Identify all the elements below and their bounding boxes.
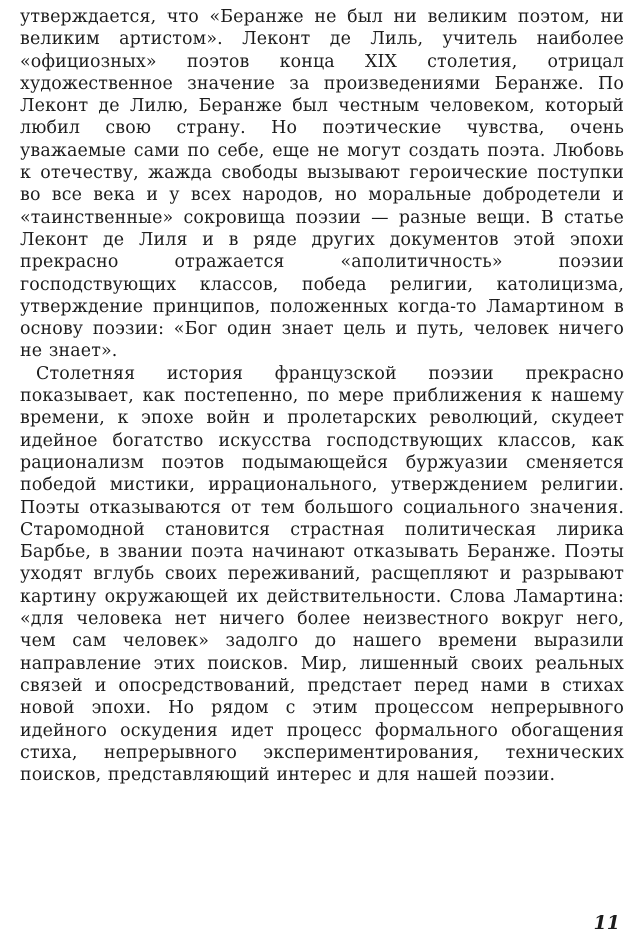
- page-number: 11: [593, 912, 620, 934]
- paragraph-history: Столетняя история французской поэзии прекрасно показывает, как постепенно, по мере приближения к нашему времени, к эпохе войн и пролетарских революций, скудеет идейное богатство искусства господствующих классов, как рационализм поэтов подымающейся буржуазии сменяется победой мистики, иррационального, утверждением религии. Поэты отказываются от тем большого социального значения. Старомодной становится страстная политическая лирика Барбье, в звании поэта начинают отказывать Беранже. Поэты уходят вглубь своих переживаний, расщепляют и разрывают картину окружающей их действительности. Слова Ламартина: «для человека нет ничего более неизвестного вокруг него, чем сам человек» задолго до нашего времени выразили направление этих поисков. Мир, лишенный своих реальных связей и опосредствований, предстает перед нами в стихах новой эпохи. Но рядом с этим процессом непрерывного идейного оскудения идет процесс формального обогащения стиха, непрерывного экспериментирования, технических поисков, представляющий интерес и для нашей поэзии.: [20, 363, 624, 786]
- page-body: [20, 6, 624, 786]
- paragraph-continuation: утверждается, что «Беранже не был ни великим поэтом, ни великим артистом». Леконт де Лиль, учитель наиболее «официозных» поэтов конца XIX столетия, отрицал художественное значение за произведениями Беранже. По Леконт де Лилю, Беранже был честным человеком, который любил свою страну. Но поэтические чувства, очень уважаемые сами по себе, еще не могут создать поэта. Любовь к отечеству, жажда свободы вызывают героические поступки во все века и у всех народов, но моральные добродетели и «таинственные» сокровища поэзии — разные вещи. В статье Леконт де Лиля и в ряде других документов этой эпохи прекрасно отражается «аполитичность» поэзии господствующих классов, победа религии, католицизма, утверждение принципов, положенных когда-то Ламартином в основу поэзии: «Бог один знает цель и путь, человек ничего не знает».: [20, 7, 624, 362]
